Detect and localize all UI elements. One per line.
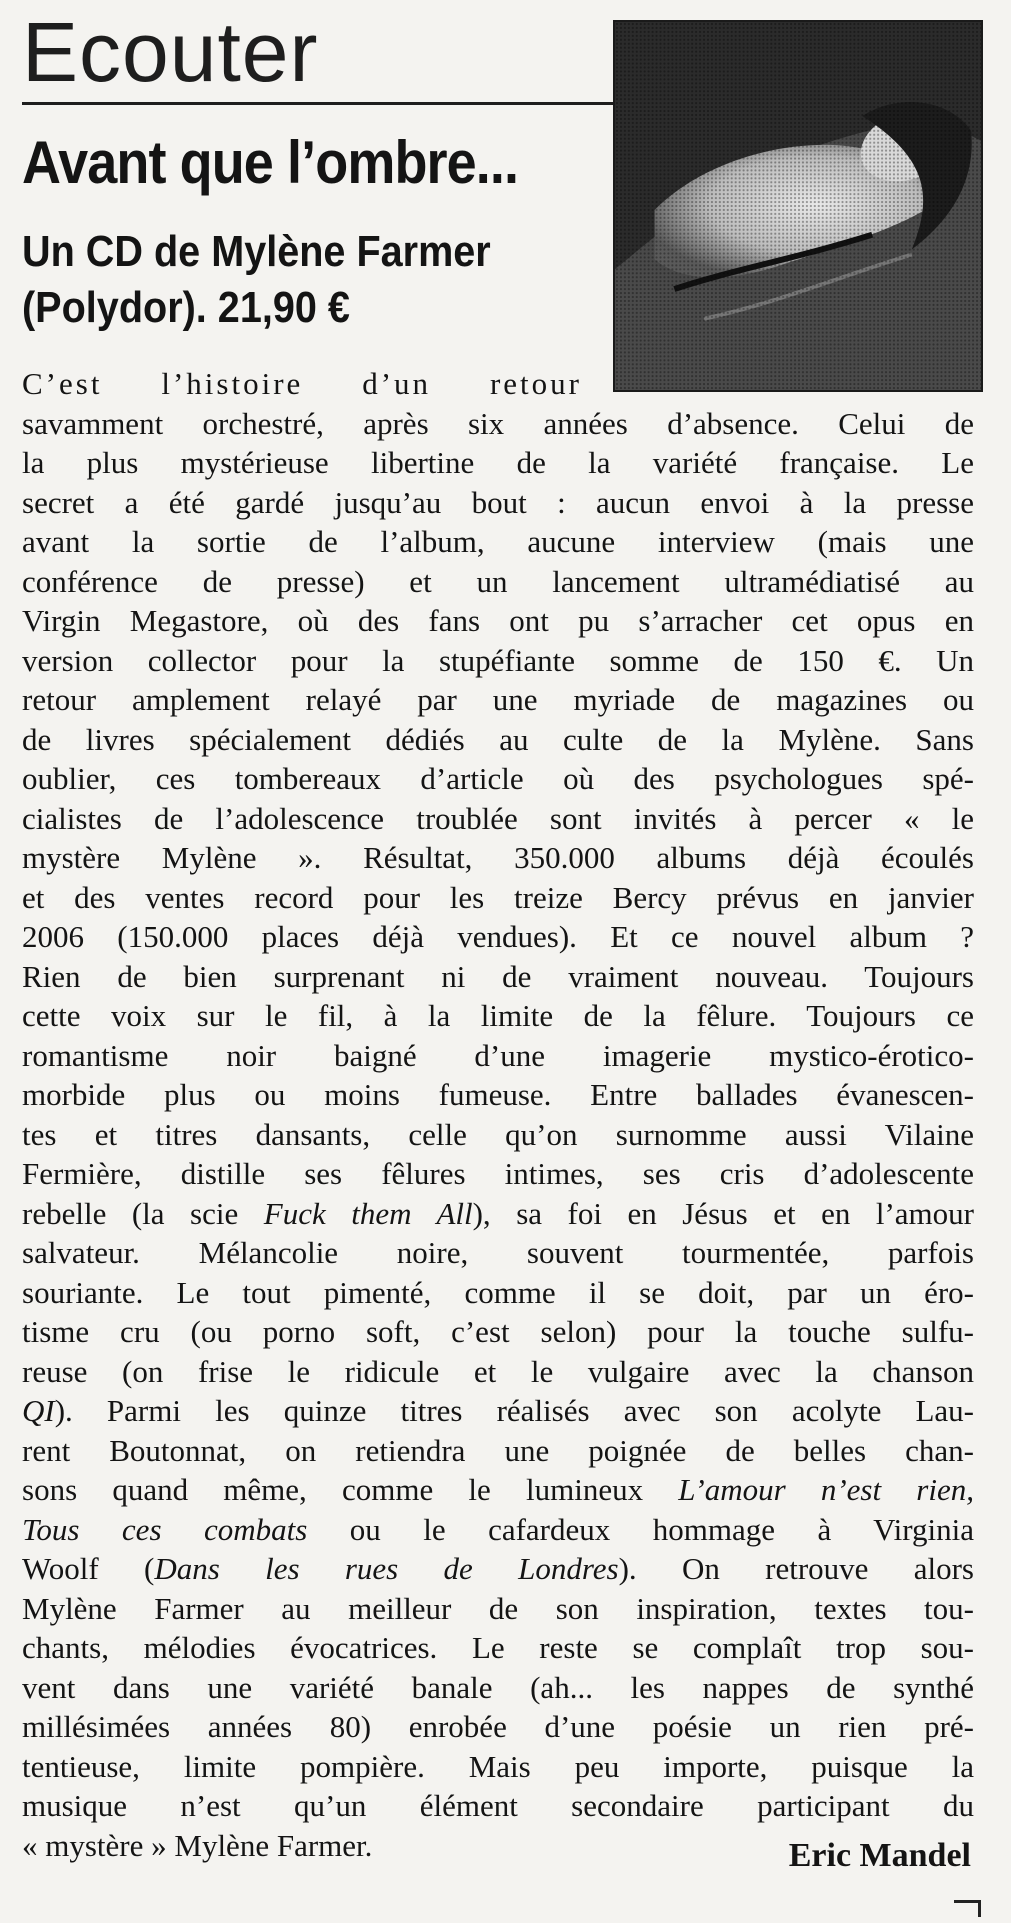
body-line: vent dans une variété banale (ah... les nappes de synthé xyxy=(22,1669,974,1705)
body-line: Rien de bien surprenant ni de vraiment nouveau. Toujours xyxy=(22,958,974,994)
body-line: souriante. Le tout pimenté, comme il se doit, par un éro- xyxy=(22,1274,974,1310)
body-line: Fermière, distille ses fêlures intimes, ses cris d’adolescente xyxy=(22,1156,974,1191)
subtitle-line: Un CD de Mylène Farmer xyxy=(22,227,491,276)
body-line: salvateur. Mélancolie noire, souvent tourmentée, parfois xyxy=(22,1235,974,1270)
body-text-run: ), sa foi en Jésus et en l’amour xyxy=(472,1195,974,1231)
section-rule xyxy=(22,102,614,105)
body-line: retour amplement relayé par une myriade de magazines ou xyxy=(22,682,974,717)
subtitle-line: (Polydor). 21,90 € xyxy=(22,283,350,332)
body-text-run: sons quand même, comme le lumineux xyxy=(22,1472,679,1507)
article-headline: Avant que l’ombre... xyxy=(22,129,519,196)
body-line: tisme cru (ou porno soft, c’est selon) pour la touche sulfu- xyxy=(22,1314,974,1349)
body-line: la plus mystérieuse libertine de la variété française. Le xyxy=(22,445,974,480)
body-line xyxy=(22,1391,974,1431)
body-text-run: Woolf ( xyxy=(22,1551,155,1586)
article-subtitle xyxy=(22,224,580,336)
body-line: millésimées années 80) enrobée d’une poésie un rien pré- xyxy=(22,1709,974,1744)
body-line: Mylène Farmer au meilleur de son inspiration, textes tou- xyxy=(22,1590,974,1626)
article-body xyxy=(22,364,974,1865)
body-line: de livres spécialement dédiés au culte de la Mylène. Sans xyxy=(22,721,974,757)
body-line: 2006 (150.000 places déjà vendues). Et ce nouvel album ? xyxy=(22,919,974,954)
body-line: oublier, ces tombereaux d’article où des psychologues spé- xyxy=(22,761,974,796)
album-photo xyxy=(613,20,983,392)
body-line xyxy=(22,1470,974,1510)
body-text-run: ou le cafardeux hommage à Virginia xyxy=(307,1511,974,1547)
body-line: tentieuse, limite pompière. Mais peu importe, puisque la xyxy=(22,1748,974,1784)
body-line: tes et titres dansants, celle qu’on surnomme aussi Vilaine xyxy=(22,1116,974,1152)
body-line: chants, mélodies évocatrices. Le reste se complaît trop sou- xyxy=(22,1630,974,1665)
body-line: rent Boutonnat, on retiendra une poignée de belles chan- xyxy=(22,1432,974,1468)
italic-title: Dans les rues de Londres xyxy=(154,1551,619,1586)
italic-title: Tous ces combats xyxy=(22,1511,308,1547)
body-line: musique n’est qu’un élément secondaire participant du xyxy=(22,1788,974,1823)
italic-title: L’amour n’est rien, xyxy=(678,1472,974,1507)
body-line: morbide plus ou moins fumeuse. Entre ballades évanescen- xyxy=(22,1077,974,1112)
photo-icon xyxy=(615,22,981,390)
body-line: « mystère » Mylène Farmer. xyxy=(22,1827,373,1863)
body-text-run: rebelle (la scie xyxy=(22,1195,264,1231)
corner-mark xyxy=(954,1900,981,1917)
body-line: cialistes de l’adolescence troublée sont invités à percer « le xyxy=(22,800,974,836)
body-line: Virgin Megastore, où des fans ont pu s’arracher cet opus en xyxy=(22,603,974,638)
body-line: mystère Mylène ». Résultat, 350.000 albums déjà écoulés xyxy=(22,840,974,875)
italic-title: Fuck them All xyxy=(263,1195,473,1231)
body-line xyxy=(22,1549,974,1589)
body-text-run: ). On retrouve alors xyxy=(618,1551,974,1586)
italic-title: QI xyxy=(22,1393,55,1428)
author-byline: Eric Mandel xyxy=(788,1837,971,1874)
body-line: et des ventes record pour les treize Bercy prévus en janvier xyxy=(22,879,974,915)
body-line: savamment orchestré, après six années d’absence. Celui de xyxy=(22,405,974,441)
body-line xyxy=(22,1510,974,1550)
body-line: C’est l’histoire d’un retour xyxy=(22,366,582,401)
body-line: conférence de presse) et un lancement ultramédiatisé au xyxy=(22,563,974,599)
section-title: Ecouter xyxy=(22,5,319,99)
body-line: romantisme noir baigné d’une imagerie mystico-érotico- xyxy=(22,1037,974,1073)
body-line: secret a été gardé jusqu’au bout : aucun envoi à la presse xyxy=(22,484,974,520)
body-text-run: ). Parmi les quinze titres réalisés avec son acolyte Lau- xyxy=(54,1393,974,1428)
body-line xyxy=(22,1194,974,1234)
body-line: cette voix sur le fil, à la limite de la fêlure. Toujours ce xyxy=(22,998,974,1033)
body-line: avant la sortie de l’album, aucune interview (mais une xyxy=(22,524,974,559)
body-line: reuse (on frise le ridicule et le vulgaire avec la chanson xyxy=(22,1353,974,1389)
body-line: version collector pour la stupéfiante somme de 150 €. Un xyxy=(22,642,974,678)
